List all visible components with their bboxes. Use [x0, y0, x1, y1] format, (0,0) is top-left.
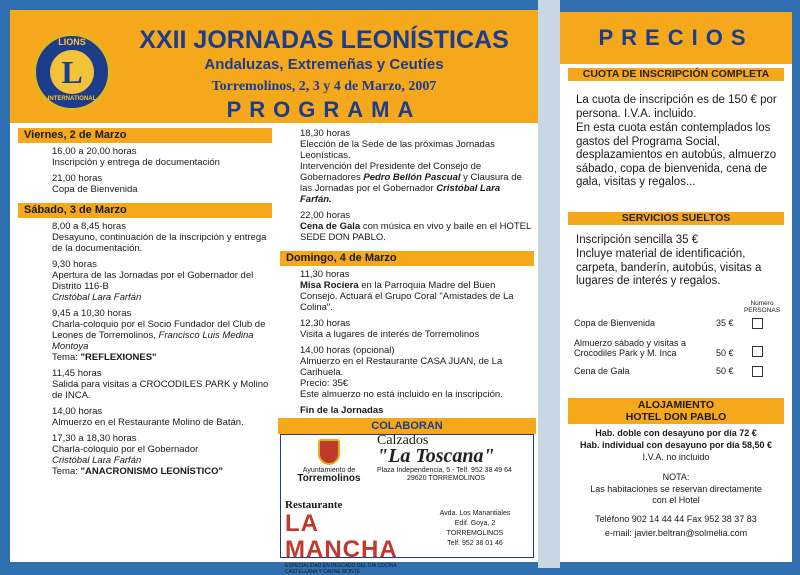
event-saturday-6	[18, 433, 272, 477]
event-highlight: Cena de Gala	[300, 221, 361, 232]
option-label: Almuerzo sábado y visitas a Crocodiles Park y M. Inca	[574, 338, 687, 358]
alojamiento-line-2: HOTEL DON PABLO	[625, 411, 727, 423]
fold-gap	[538, 0, 560, 568]
event-saturday-8	[280, 210, 534, 243]
option-label: Cena de Gala	[574, 366, 630, 376]
event-sunday-3	[280, 345, 534, 400]
servicios-heading: SERVICIOS SUELTOS	[568, 212, 784, 225]
event-time: 11,30 horas	[300, 269, 350, 280]
header-band	[10, 10, 538, 123]
event-time: 9,30 horas	[52, 259, 97, 270]
event-saturday-5	[18, 406, 272, 428]
page-subtitle: Andaluzas, Extremeñas y Ceutíes	[204, 56, 444, 73]
program-column-left	[18, 128, 272, 482]
event-time: 14,00 horas	[52, 406, 103, 417]
servicios-text: Inscripción sencilla 35 €	[576, 234, 699, 246]
event-note: Este almuerzo no está incluido en la inscripción.	[300, 389, 503, 400]
event-text: Elección de la Sede de las próximas Jornadas Leonísticas.	[300, 139, 495, 161]
event-text: Salida para visitas a CROCODILES PARK y Molino de INCA.	[52, 379, 269, 401]
cuota-detail: En esta cuota están contemplados los gastos del Programa Social, desplazamientos en autobús, almuerzo sábado, copa de bienvenida, cena de gala, visitas y regalos...	[576, 122, 777, 188]
sponsors-box	[280, 433, 534, 575]
sponsor-ayuntamiento	[285, 439, 373, 497]
day-heading-saturday: Sábado, 3 de Marzo	[18, 203, 272, 218]
programa-heading: PROGRAMA	[226, 97, 422, 122]
alojamiento-heading	[568, 398, 784, 424]
day-heading-friday: Viernes, 2 de Marzo	[18, 128, 272, 143]
event-time: 16,00 a 20,00 horas	[52, 146, 137, 157]
coat-of-arms-icon	[318, 439, 340, 465]
nota-label: NOTA:	[662, 472, 690, 482]
event-text: Apertura de las Jornadas por el Gobernador del Distrito 116-B	[52, 270, 254, 292]
mancha-tagline: ESPECIALIDAD EN PESCADO DEL DÍA COCINA CASTELLANA Y CARNE MONTE	[285, 563, 397, 575]
programa-panel	[10, 10, 538, 575]
event-time: 14,00 horas (opcional)	[300, 345, 395, 356]
ayto-label-big: Torremolinos	[297, 473, 361, 484]
event-person: Cristóbal Lara Farfán	[52, 455, 142, 466]
event-saturday-7	[280, 128, 534, 205]
mancha-name: LA MANCHA	[285, 510, 398, 563]
day-heading-sunday: Domingo, 4 de Marzo	[280, 251, 534, 266]
tema-label: Tema:	[52, 466, 78, 477]
logo-bottom-text: INTERNATIONAL	[47, 96, 97, 102]
mancha-address	[421, 509, 529, 549]
event-time: 11,45 horas	[52, 368, 102, 379]
event-saturday-1	[18, 221, 272, 254]
sponsor-la-mancha	[285, 499, 417, 575]
event-text-mid: y Clausura de las Jornadas por el Gobernador	[300, 172, 522, 194]
page-title: XXII JORNADAS LEONÍSTICAS	[139, 26, 509, 54]
email[interactable]: e-mail: javier.beltran@solmelia.com	[604, 528, 748, 538]
program-end: Fin de la Jornadas	[300, 405, 384, 416]
place-date: Torremolinos, 2, 3 y 4 de Marzo, 2007	[211, 79, 437, 94]
cuota-heading: CUOTA DE INSCRIPCIÓN COMPLETA	[568, 68, 784, 81]
event-time: 17,30 a 18,30 horas	[52, 433, 137, 444]
toscana-address: Plaza Independencia, 5 - Telf. 952 38 49 64	[377, 467, 512, 474]
option-cena	[574, 366, 788, 376]
option-checkbox[interactable]	[752, 346, 763, 357]
event-text: con música en vivo y baile en el HOTEL SEDE DON PABLO.	[300, 221, 531, 243]
event-text: Almuerzo en el Restaurante CASA JUAN, de La Carihuela.	[300, 356, 503, 378]
event-saturday-3	[18, 308, 272, 363]
precios-heading: PRECIOS	[560, 12, 792, 64]
option-checkbox[interactable]	[752, 318, 763, 329]
tema-title: "ANACRONISMO LEONÍSTICO"	[80, 466, 224, 477]
cuota-text: La cuota de inscripción es de 150 € por persona. I.V.A. incluido.	[576, 94, 777, 120]
event-sunday-1	[280, 269, 534, 313]
event-highlight: Misa Rociera	[300, 280, 359, 291]
program-column-right	[280, 128, 534, 421]
mancha-address-line: Edif. Goya, 2	[454, 520, 496, 527]
mancha-address-line: Avda. Los Manantiales	[439, 510, 511, 517]
option-almuerzo	[574, 338, 788, 358]
option-label: Copa de Bienvenida	[574, 318, 656, 328]
event-time: 18,30 horas	[300, 128, 351, 139]
event-text: Copa de Bienvenida	[52, 184, 138, 195]
mancha-line-1: Restaurante	[285, 499, 343, 511]
event-person: Pedro Bellón Pascual	[363, 172, 461, 183]
event-friday-2	[18, 173, 272, 195]
option-price: 50 €	[716, 366, 734, 376]
event-text-pre: Intervención del Presidente del Consejo de Gobernadores	[300, 161, 482, 183]
event-text: Almuerzo en el Restaurante Molino de Batán.	[52, 417, 244, 428]
event-text: en la Parroquia Madre del Buen Consejo. Actuará el Grupo Coral "Amistades de La Colina".	[300, 280, 514, 313]
event-saturday-4	[18, 368, 272, 401]
logo-top-text: LIONS	[58, 37, 86, 47]
option-checkbox[interactable]	[752, 366, 763, 377]
logo-letter: L	[50, 50, 94, 94]
event-time: 22,00 horas	[300, 210, 351, 221]
event-friday-1	[18, 146, 272, 168]
tema-label: Tema:	[52, 352, 78, 363]
lions-logo	[32, 32, 112, 112]
event-text: Desayuno, continuación de la inscripción y entrega de la documentación.	[52, 232, 267, 254]
hab-individual: Hab. individual con desayuno por día 58,50 €	[579, 440, 773, 450]
ayto-label-small: Ayuntamiento de	[302, 467, 356, 474]
toscana-line-1: Calzados	[377, 433, 429, 448]
event-text: Charla-coloquio por el Gobernador	[52, 444, 199, 455]
event-time: 12,30 horas	[300, 318, 351, 329]
colaboran-heading: COLABORAN	[278, 418, 536, 434]
event-time: 21,00 horas	[52, 173, 103, 184]
alojamiento-line-1: ALOJAMIENTO	[637, 399, 715, 411]
mancha-address-line: TORREMOLINOS	[446, 530, 504, 537]
event-person: Cristóbal Lara Farfán	[52, 292, 142, 303]
toscana-city: 29620 TORREMOLINOS	[407, 475, 485, 482]
sponsor-la-toscana	[377, 433, 531, 497]
event-text: Charla-coloquio por el Socio Fundador del Club de Leones de Torremolinos,	[52, 319, 266, 341]
event-text: Inscripción y entrega de documentación	[52, 157, 220, 168]
option-price: 35 €	[716, 318, 734, 328]
hab-doble: Hab. doble con desayuno por día 72 €	[595, 428, 757, 438]
option-copa	[574, 318, 788, 328]
event-person: Francisco Luis Medina Montoya	[52, 330, 254, 352]
toscana-name: "La Toscana"	[377, 445, 495, 467]
tema-title: "REFLEXIONES"	[80, 352, 157, 363]
option-price: 50 €	[716, 348, 734, 358]
servicios-detail: Incluye material de identificación, carpeta, banderín, autobús, visitas a lugares de interés y regalos.	[576, 248, 762, 287]
nota-text: Las habitaciones se reservan directamente con el Hotel	[590, 484, 762, 505]
iva-note: I.V.A. no incluido	[642, 452, 710, 462]
event-saturday-2	[18, 259, 272, 303]
precios-panel	[560, 12, 792, 562]
mancha-address-line: Telf. 952 38 01 46	[447, 540, 503, 547]
telefono-fax: Teléfono 902 14 44 44 Fax 952 38 37 83	[595, 514, 757, 524]
event-text: Visita a lugares de interés de Torremolinos	[300, 329, 480, 340]
event-price: Precio: 35€	[300, 378, 349, 389]
event-time: 9,45 a 10,30 horas	[52, 308, 132, 319]
event-sunday-2	[280, 318, 534, 340]
event-time: 8,00 a 8,45 horas	[52, 221, 126, 232]
numero-personas-label: Número PERSONAS	[743, 300, 781, 314]
event-person: Cristóbal Lara Farfán.	[300, 183, 501, 205]
